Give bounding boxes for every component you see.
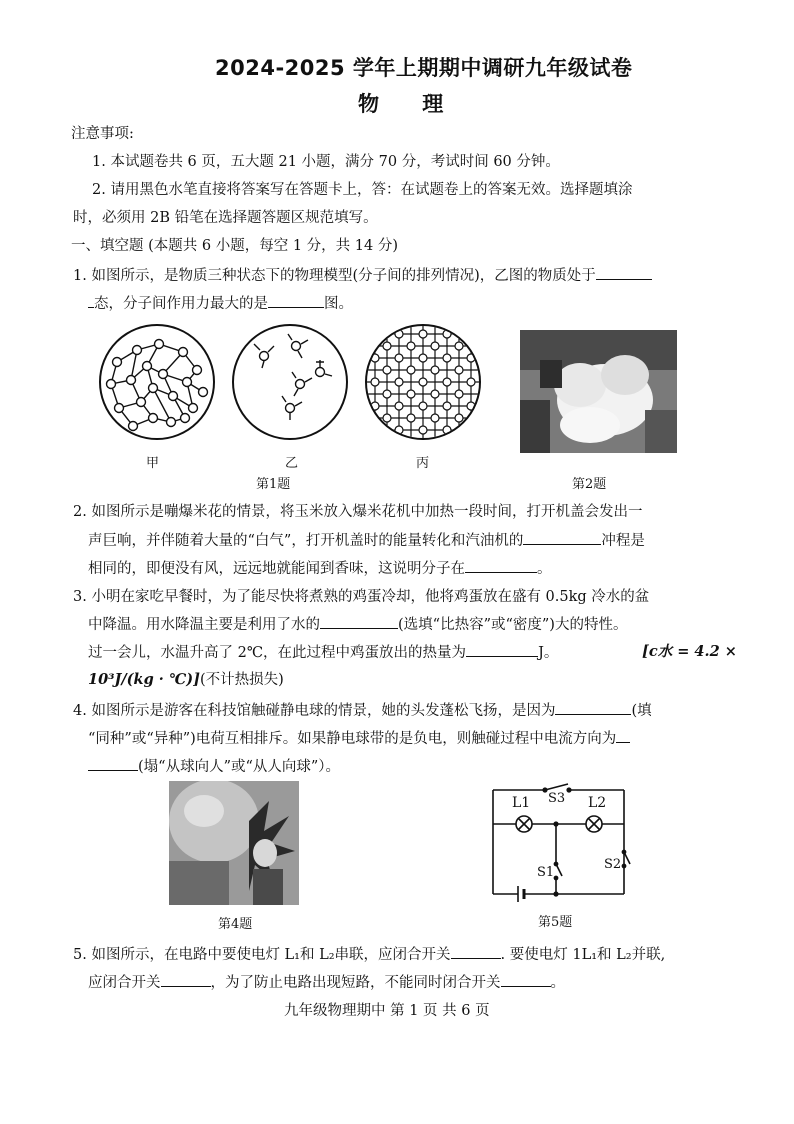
molecule-model-solid-figure	[97, 322, 217, 442]
answer-blank	[466, 642, 538, 657]
answer-blank	[501, 972, 551, 987]
answer-blank	[88, 756, 138, 771]
molecule-model-gas-figure	[230, 322, 350, 442]
answer-blank	[616, 728, 630, 743]
answer-blank	[451, 944, 501, 959]
popcorn-steam-photo	[520, 330, 677, 453]
q1-line1: 1. 如图所示，是物质三种状态下的物理模型(分子间的排列情况)，乙图的物质处于	[73, 268, 596, 284]
question-2-line3: 相同的，即便没有风，远远地就能闻到香味，这说明分子在 。	[88, 558, 552, 579]
lamp-L2-label: L2	[588, 795, 607, 811]
figure-label-b: 乙	[285, 456, 299, 471]
question-3-line2: 中降温。用水降温主要是利用了水的 (选填“比热容”或“密度”)大的特性。	[88, 614, 627, 635]
section-heading: 一、填空题 (本题共 6 小题，每空 1 分，共 14 分)	[71, 238, 398, 254]
answer-blank	[320, 614, 398, 629]
specific-heat-formula-part1: [c水 = 4.2 ×	[642, 643, 737, 660]
switch-S3-label: S3	[548, 791, 566, 806]
answer-blank	[268, 293, 324, 308]
question-2-line2: 声巨响，并伴随着大量的“白气”，打开机盖时的能量转化和汽油机的 冲程是	[88, 530, 645, 551]
specific-heat-formula-part2: 10³J/(kg · ℃)]	[88, 671, 200, 688]
notice-item-2b: 时，必须用 2B 铅笔在选择题答题区规范填写。	[73, 210, 378, 226]
figure-2-caption: 第2题	[572, 477, 607, 492]
notice-item-2a: 2. 请用黑色水笔直接将答案写在答题卡上，答：在试题卷上的答案无效。选择题填涂	[92, 182, 633, 198]
question-1	[73, 265, 652, 286]
figure-1-caption: 第1题	[256, 477, 291, 492]
figure-5-caption: 第5题	[538, 915, 573, 930]
figure-4-caption: 第4题	[218, 917, 253, 932]
answer-blank	[596, 265, 652, 280]
exam-title: 2024-2025 学年上期期中调研九年级试卷	[215, 56, 633, 80]
answer-blank	[523, 530, 601, 545]
subject-title: 物 理	[358, 92, 462, 116]
static-electricity-ball-photo	[169, 781, 299, 905]
figure-label-a: 甲	[146, 456, 160, 471]
switch-S2-label: S2	[604, 857, 622, 872]
notice-heading: 注意事项:	[71, 126, 134, 142]
question-3-line4: 10³J/(kg · ℃)](不计热损失)	[88, 671, 284, 688]
page-footer: 九年级物理期中 第 1 页 共 6 页	[284, 1003, 490, 1019]
question-3-line3: 过一会儿，水温升高了 2℃，在此过程中鸡蛋放出的热量为 J。	[88, 642, 558, 663]
question-5-line1: 5. 如图所示，在电路中要使电灯 L₁和 L₂串联，应闭合开关 . 要使电灯 1L₁和 L₂并联,	[73, 944, 665, 965]
answer-blank	[465, 558, 537, 573]
figure-label-c: 丙	[416, 456, 430, 471]
question-3-line1: 3. 小明在家吃早餐时，为了能尽快将煮熟的鸡蛋冷却，他将鸡蛋放在盛有 0.5kg 冷水的盆	[73, 589, 650, 605]
notice-item-1: 1. 本试题卷共 6 页，五大题 21 小题，满分 70 分，考试时间 60 分钟。	[92, 154, 560, 170]
switch-S1-label: S1	[537, 865, 555, 880]
lamp-L1-label: L1	[512, 795, 531, 811]
question-1-cont: 态，分子间作用力最大的是 图。	[88, 293, 353, 314]
molecule-model-liquid-figure	[363, 322, 483, 442]
question-5-line2: 应闭合开关 ，为了防止电路出现短路，不能同时闭合开关 。	[88, 972, 565, 993]
answer-blank	[161, 972, 211, 987]
question-4-line1: 4. 如图所示是游客在科技馆触碰静电球的情景，她的头发蓬松飞扬，是因为 (填	[73, 700, 652, 721]
question-2-line1: 2. 如图所示是嘣爆米花的情景，将玉米放入爆米花机中加热一段时间，打开机盖会发出一	[73, 504, 643, 520]
answer-blank	[555, 700, 631, 715]
question-4-line3: (塌“从球向人”或“从人向球”）。	[88, 756, 340, 777]
question-4-line2: “同种”或“异种”)电荷互相排斥。如果静电球带的是负电，则触碰过程中电流方向为	[88, 728, 630, 749]
